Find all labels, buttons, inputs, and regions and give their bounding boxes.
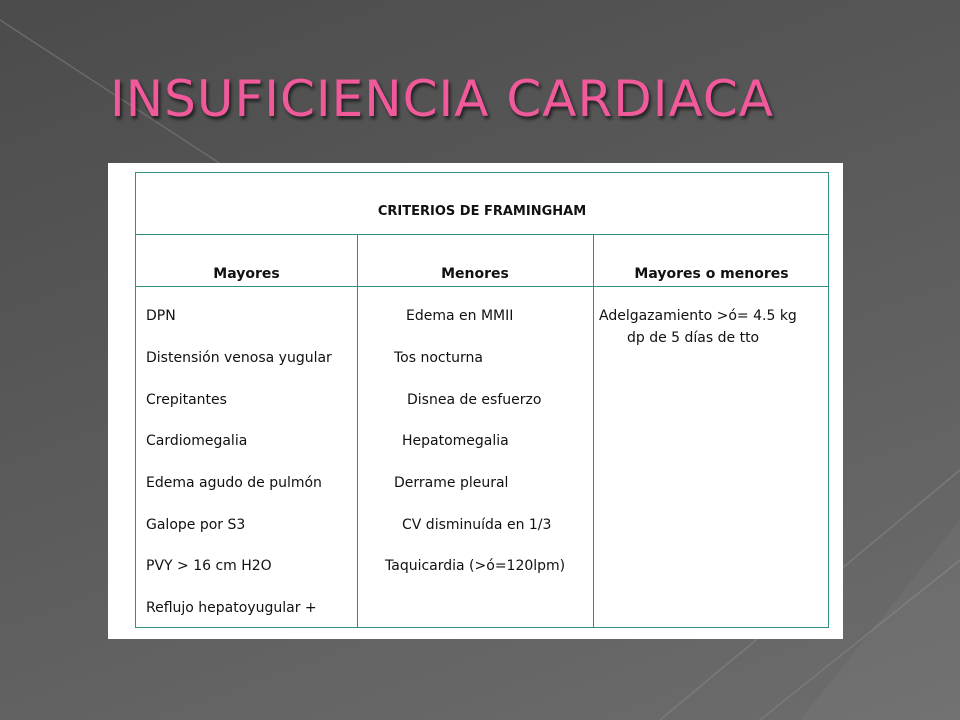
mayores-item: DPN [146, 308, 176, 324]
header-menores: Menores [441, 266, 509, 282]
menores-item: CV disminuída en 1/3 [402, 517, 552, 533]
mayores-item: Reflujo hepatoyugular + [146, 600, 317, 616]
menores-item: Tos nocturna [394, 350, 483, 366]
header-mayores: Mayores [213, 266, 280, 282]
column-divider-2 [593, 234, 594, 628]
mayores-item: Cardiomegalia [146, 433, 248, 449]
framingham-table-panel [108, 163, 843, 639]
table-caption: CRITERIOS DE FRAMINGHAM [377, 204, 587, 219]
mayores-item: Distensión venosa yugular [146, 350, 332, 366]
table-divider-header [136, 286, 828, 287]
mayores-item: Edema agudo de pulmón [146, 475, 322, 491]
menores-item: Hepatomegalia [402, 433, 509, 449]
mayores-o-menores-item: Adelgazamiento >ó= 4.5 kg [599, 308, 797, 324]
menores-item: Taquicardia (>ó=120lpm) [385, 558, 566, 574]
mayores-o-menores-item: dp de 5 días de tto [627, 330, 760, 346]
mayores-item: Crepitantes [146, 392, 227, 408]
header-mayores-o-menores: Mayores o menores [634, 266, 789, 282]
framingham-table [135, 172, 829, 628]
menores-item: Edema en MMII [406, 308, 514, 324]
mayores-item: PVY > 16 cm H2O [146, 558, 272, 574]
column-divider-1 [357, 234, 358, 628]
table-divider-caption [136, 234, 828, 235]
slide-title: INSUFICIENCIA CARDIACA [110, 70, 774, 128]
mayores-item: Galope por S3 [146, 517, 246, 533]
menores-item: Disnea de esfuerzo [407, 392, 542, 408]
menores-item: Derrame pleural [394, 475, 509, 491]
